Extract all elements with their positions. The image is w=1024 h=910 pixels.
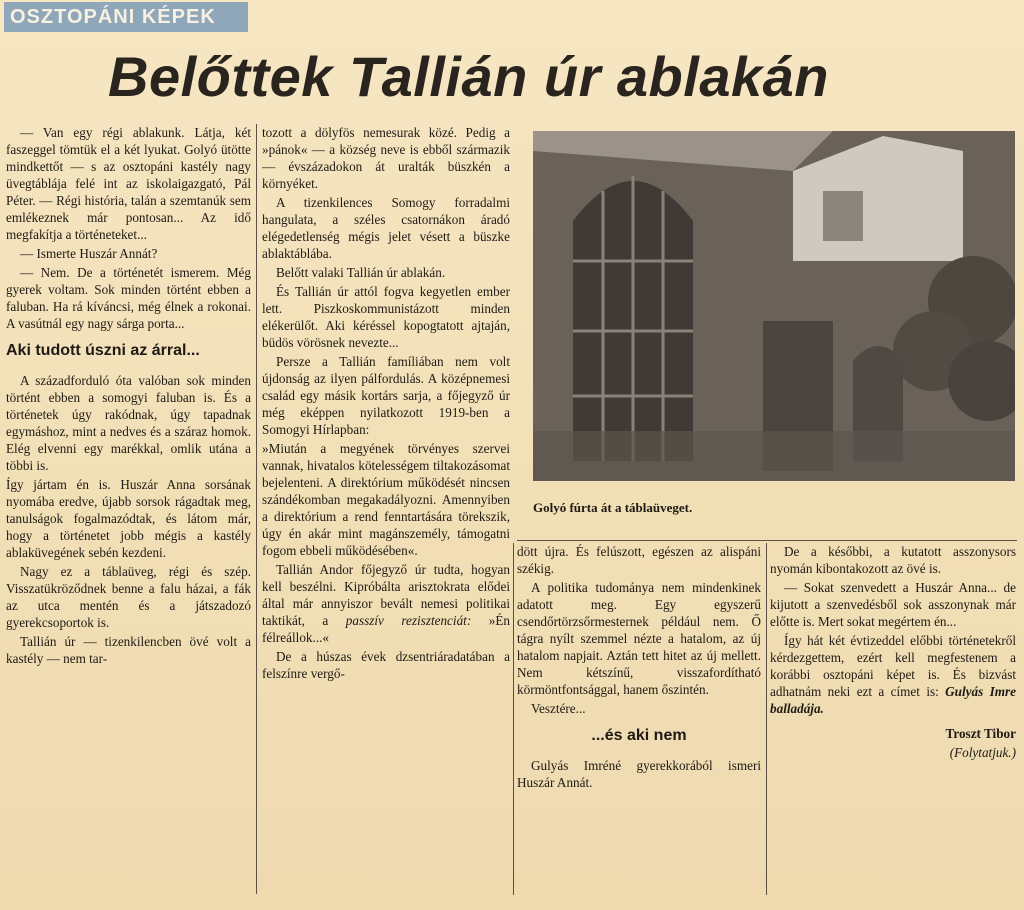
paragraph xyxy=(770,632,1016,717)
subheading: ...és aki nem xyxy=(591,727,687,744)
article-column-1 xyxy=(6,124,251,896)
paragraph: Persze a Tallián famíliában nem volt újdonság az ilyen pálfordulás. A középnemesi család egy másik kortárs sarja, a főjegyző úr még eképpen nyilatkozott 1919-ben a Somogyi Hírlapban: xyxy=(262,354,510,437)
paragraph: dött újra. És felúszott, egészen az alispáni székig. xyxy=(517,544,761,576)
paragraph: Nagy ez a táblaüveg, régi és szép. Visszatükröződnek benne a falu házai, a fák az utca mentén és a játszadozó gyerekcsoportok is. xyxy=(6,564,251,630)
paragraph: — Van egy régi ablakunk. Látja, két faszeggel tömtük el a két lyukat. Golyó ütötte mindkettőt — s az osztopáni kastély nagy üvegtáblája felé int az iskolaigazgató, Pál Péter. — Régi história, talán a szemtanúk sem emlékeznek már pontosan... Az idő megfakítja a történeteket... xyxy=(6,125,251,242)
paragraph: — Ismerte Huszár Annát? xyxy=(20,246,158,261)
quote-paragraph: »Miután a megyének törvényes szervei vannak, hivatalos kötelességem tiltakozásomat bejelenteni. A direktórium működését nincsen szándékomban megakadályozni. Amennyiben a direktórium a rend fenntartására törekszik, úgy én akár mint magánszemély, támogatni fogom ebbeli működésében«. xyxy=(262,441,510,558)
paragraph: A századforduló óta valóban sok minden történt ebben a somogyi faluban is. És a történetek úgy rakódnak, úgy tapadnak egymáshoz, mint a nedves és a száraz homok. Elég elvenni egy marékkal, omlik utána a többi is. xyxy=(6,373,251,473)
column-divider xyxy=(766,543,767,895)
horizontal-rule xyxy=(517,540,1017,541)
article-column-3 xyxy=(517,543,761,898)
paragraph-text: Így hát két évtizeddel előbbi történetekről kérdezgettem, ezért kell megfestenem a korábbi osztopáni képet is. És bizvást adhatnám neki ezt a címet is: xyxy=(770,633,1016,699)
article-column-4 xyxy=(770,543,1016,898)
paragraph: tozott a dölyfös nemesurak közé. Pedig a »pánok« — a község neve is ebből származik — évszázadokon át uralták büszkén a környéket. xyxy=(262,125,510,191)
article-photo xyxy=(533,131,1015,481)
italic-title: Gulyás Imre balladája. xyxy=(770,684,1016,716)
column-divider xyxy=(256,124,257,894)
paragraph: Belőtt valaki Tallián úr ablakán. xyxy=(276,265,446,280)
paragraph: Gulyás Imréné gyerekkorából ismeri Huszár Annát. xyxy=(517,758,761,790)
article-column-2 xyxy=(262,124,510,896)
section-kicker: OSZTOPÁNI KÉPEK xyxy=(4,2,248,32)
paragraph-text: »Én félreállok...« xyxy=(262,613,510,645)
paragraph: A politika tudománya nem mindenkinek adatott meg. Egy egyszerű csendőrtörzsőrmesternek például nem. Ő tágra nyílt szemmel nézte a hatalom, az új hatalom napjait. Aztán tett hitet az új mellett. Nem kétszínű, visszafordítható körmöntfontsággal, hanem őszintén. xyxy=(517,580,761,697)
paragraph: — Sokat szenvedett a Huszár Anna... de kijutott a szenvedésből sok asszonynak már előtte is. Mert sokat megértem én... xyxy=(770,580,1016,629)
paragraph-text: Tallián Andor főjegyző úr tudta, hogyan kell beszélni. Kipróbálta arisztokrata elődei által már annyiszor bevált nemesi politikai taktikát, a xyxy=(262,562,510,628)
paragraph: De a későbbi, a kutatott asszonysors nyomán kibontakozott az övé is. xyxy=(770,544,1016,576)
paragraph: De a húszas évek dzsentriáradatában a felszínre vergő- xyxy=(262,649,510,681)
subheading: Aki tudott úszni az árral... xyxy=(6,342,200,359)
castle-window-photo xyxy=(533,131,1015,481)
continued-note: (Folytatjuk.) xyxy=(949,745,1016,760)
headline: Belőttek Tallián úr ablakán xyxy=(108,45,829,108)
photo-caption: Golyó fúrta át a táblaüveget. xyxy=(533,500,693,515)
paragraph: Tallián úr — tizenkilencben övé volt a kastély — nem tar- xyxy=(6,634,251,666)
paragraph: A tizenkilences Somogy forradalmi hangulata, a széles csatornákon áradó elégedetlenség mégis jelet vésett a büszke ablaktáblába. xyxy=(262,195,510,261)
paragraph xyxy=(262,561,510,646)
italic-phrase: passzív rezisztenciát: xyxy=(345,613,472,628)
paragraph: — Nem. De a történetét ismerem. Még gyerek voltam. Sok minden történt ebben a faluban. Ha rá kíváncsi, még élnek a rokonai. A vasútnál egy nagy sárga porta... xyxy=(6,265,251,331)
column-divider xyxy=(513,543,514,895)
author-signature: Troszt Tibor xyxy=(945,726,1016,741)
paragraph: Így jártam én is. Huszár Anna sorsának nyomába eredve, újabb sorsok rágadtak meg, tanulságok fogalmazódtak, és látom már, hogy a történetet jobb mégis a kastély ablaküvegének sebén kezdeni. xyxy=(6,477,251,560)
paragraph: És Tallián úr attól fogva kegyetlen ember lett. Piszkoskommunistázott minden elékerülőt. Aki kéréssel kopogtatott ajtaján, büdös vörösnek nevezte... xyxy=(262,284,510,350)
paragraph: Vesztére... xyxy=(531,701,586,716)
